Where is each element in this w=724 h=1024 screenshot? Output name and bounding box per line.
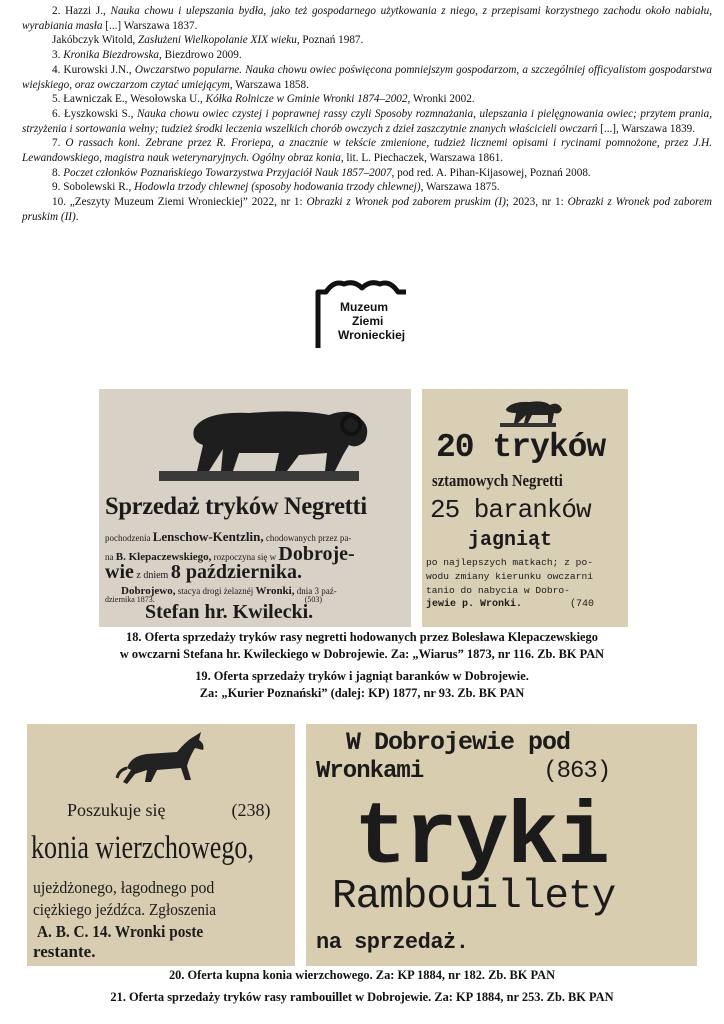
ad-text-line: Poszukuje się (238) bbox=[67, 800, 271, 820]
caption-18-line1: 18. Oferta sprzedaży tryków rasy negretti hodowanych przez Bolesława Klepaczewskiego bbox=[126, 630, 598, 644]
reference-item: 2. Hazzi J., Nauka chowu i ulepszania bydła, jako też gospodarnego użytkowania z niego, z przepisami korzystnego zachodu około nabiału, wyrabiania masła [...] Warszawa 1837. bbox=[22, 5, 713, 32]
ad-text-line: na sprzedaż. bbox=[316, 930, 469, 955]
references-list bbox=[22, 4, 712, 225]
ad-text-line: A. B. C. 14. Wronki poste bbox=[37, 922, 204, 941]
reference-item: 5. Ławniczak E., Wesołowska U., Kółka Rolnicze w Gminie Wronki 1874–2002, Wronki 2002. bbox=[52, 93, 475, 106]
caption-19-line2: Za: „Kurier Poznański” (dalej: KP) 1877, nr 93. Zb. BK PAN bbox=[199, 686, 525, 700]
museum-logo bbox=[314, 278, 410, 350]
ad-text-line: Dobrojewo, stacya drogi żelaznéj Wronki, dnia 3 paź- bbox=[121, 585, 337, 597]
ad-text-line: 25 baranków bbox=[430, 495, 591, 525]
reference-item: 10. „Zeszyty Muzeum Ziemi Wronieckiej” 2022, nr 1: Obrazki z Wronek pod zaborem pruskim (I); 2023, nr 1: Obrazki z Wronek pod zaborem pruskim (II). bbox=[22, 196, 713, 223]
ad-text-line: pochodzenia Lenschow-Kentzlin, chodowanych przez pa- bbox=[105, 529, 352, 544]
ad-text-line: na B. Klepaczewskiego, rozpoczyna się w Dobroje- bbox=[105, 543, 355, 565]
ad-text-line: sztamowych Negretti bbox=[432, 471, 563, 490]
ad-text-line: ciężkiego jeźdźca. Zgłoszenia bbox=[33, 900, 217, 919]
reference-item: 3. Kronika Biezdrowska, Biezdrowo 2009. bbox=[52, 49, 242, 62]
sheep-illustration bbox=[422, 389, 628, 429]
logo-text: Muzeum Ziemi Wronieckiej bbox=[338, 300, 406, 342]
newspaper-ad-riding-horse bbox=[27, 724, 295, 966]
ad-text-line: jagniąt bbox=[468, 529, 553, 552]
ad-text-line: 20 tryków bbox=[436, 429, 606, 466]
caption-19-line1: 19. Oferta sprzedaży tryków i jagniąt baranków w Dobrojewie. bbox=[195, 669, 529, 683]
reference-item: 8. Poczet członków Poznańskiego Towarzystwa Przyjaciół Nauk 1857–2007, pod red. A. Pihan-Kijasowej, Poznań 2008. bbox=[52, 166, 591, 179]
reference-item: 9. Sobolewski R., Hodowla trzody chlewnej (sposoby hodowania trzody chlewnej), Warszawa 1875. bbox=[52, 181, 500, 194]
ad-text-line: po najlepszych matkach; z po- bbox=[426, 557, 593, 568]
ad-text-line: dziernika 1873. (503) bbox=[105, 595, 323, 604]
ad-text-line: Rambouilletу bbox=[332, 874, 616, 920]
ad-text-line: restante. bbox=[33, 942, 96, 961]
ad-text-line: tanio do nabycia w Dobro- bbox=[426, 585, 570, 596]
caption-21: 21. Oferta sprzedaży tryków rasy rambouillet w Dobrojewie. Za: KP 1884, nr 253. Zb. BK PAN bbox=[110, 990, 614, 1004]
reference-item: 4. Kurowski J.N., Owczarstwo popularne. Nauka chowu owiec poświęcona pomniejszym gospodarzom, a szczególniej officyalistom gospodarstwa wiejskiego, oraz owczarzom czytać umiejącym, Warszawa 1858. bbox=[22, 63, 713, 91]
caption-18-line2: w owczarni Stefana hr. Kwileckiego w Dobrojewie. Za: „Wiarus” 1873, nr 116. Zb. BK PAN bbox=[119, 647, 605, 661]
newspaper-ad-rams-lambs bbox=[422, 389, 628, 627]
newspaper-ad-rambouillet-rams bbox=[306, 724, 697, 966]
ad-text-line: wie z dniem 8 października. bbox=[105, 561, 302, 583]
ad-text-line: tryki bbox=[354, 790, 609, 889]
caption-20: 20. Oferta kupna konia wierzchowego. Za: KP 1884, nr 182. Zb. BK PAN bbox=[168, 968, 556, 982]
ad-text-line: jewie p. Wronki. (740 bbox=[426, 599, 595, 610]
ad-signature: Stefan hr. Kwilecki. bbox=[145, 601, 314, 623]
ad-text-line: konia wierzchowego, bbox=[31, 830, 254, 866]
horse-illustration bbox=[27, 724, 295, 794]
reference-item: 7. O rassach koni. Zebrane przez R. Froriepa, a znacznie w tekście zmienione, tudzież licznemi opisami i rycinami pomnożone, przez J.H. Lewandowskiego, magistra nauk weterynaryjnych. Ogólny obraz konia, lit. L. Piechaczek, Warszawa 1861. bbox=[22, 137, 713, 165]
ad-text-line: ujeżdżonego, łagodnego pod bbox=[33, 878, 215, 897]
reference-item: Jakóbczyk Witold, Zasłużeni Wielkopolanie XIX wieku, Poznań 1987. bbox=[52, 34, 364, 47]
ad-text-line: wodu zmiany kierunku owczarni bbox=[426, 571, 593, 582]
ad-headline: Sprzedaż tryków Negretti bbox=[105, 493, 367, 520]
ad-text-line: Wronkami (863) bbox=[316, 758, 611, 785]
reference-item: 6. Łyszkowski S., Nauka chowu owiec czystej i poprawnej rassy czyli Sposoby rozmnażania, ulepszania i pielęgnowania owiec; przytem prania, strzyżenia i sortowania wełny; tudzież środki leczenia wszelkich chorób owczych z dzieł zaszczytnie znanych właścicieli owczarń [...], Warszawa 1839. bbox=[22, 107, 712, 135]
ad-text-line: W Dobrojewie pod bbox=[346, 728, 571, 757]
newspaper-ad-negretti-rams bbox=[99, 389, 411, 627]
